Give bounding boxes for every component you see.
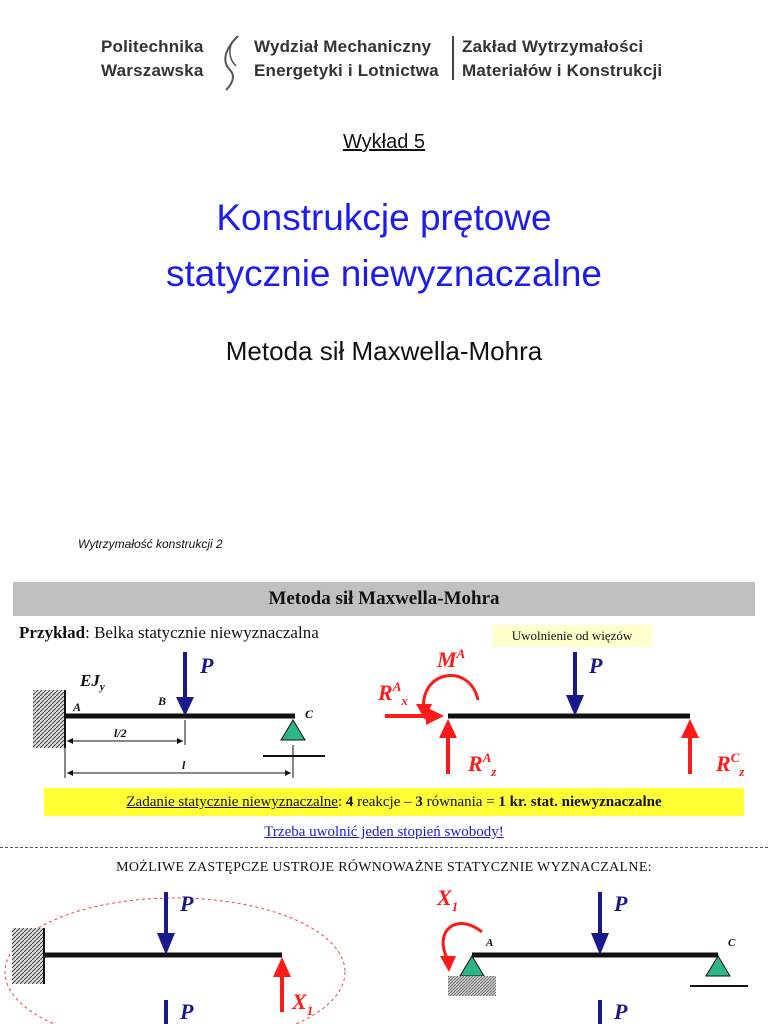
task-statement: Zadanie statycznie niewyznaczalne: 4 reakcje – 3 równania = 1 kr. stat. niewyznaczalne [44, 788, 744, 816]
load-arrow [176, 697, 194, 716]
sys1b-load-label: P [180, 999, 194, 1024]
sys2-point-a: A [486, 937, 494, 949]
sys1-load-label: P [180, 891, 194, 916]
faculty-name [254, 35, 439, 83]
example-label: Przykład [19, 623, 86, 642]
slide-title: Metoda sił Maxwella-Mohra [268, 588, 500, 609]
lecture-title [0, 190, 768, 302]
slide-header-bar [13, 582, 755, 616]
institution-header [0, 32, 768, 92]
reaction-az-label: $R^A_z$ [468, 750, 497, 779]
span-label: l [182, 758, 186, 772]
freedom-note: Trzeba uwolnić jeden stopień swobody! [264, 824, 504, 840]
sys2b-load-label: P [614, 999, 628, 1024]
faculty-line-2: Energetyki i Lotnictwa [254, 61, 439, 80]
pin-support-c [281, 720, 305, 740]
task-text-mid2: równania = [422, 794, 499, 810]
faculty-line-1: Wydział Mechaniczny [254, 37, 432, 56]
example-text: : Belka statycznie niewyznaczalna [85, 623, 319, 642]
task-equations-count: 3 [415, 794, 423, 810]
original-beam-diagram [33, 652, 325, 778]
lecture-subtitle: Metoda sił Maxwella-Mohra [225, 336, 543, 366]
lecture-number: Wykład 5 [342, 131, 426, 153]
department-name [462, 35, 662, 83]
released-beam-diagram [377, 646, 745, 779]
task-underlined: Zadanie statycznie niewyznaczalne [126, 794, 338, 810]
header-divider [452, 36, 454, 80]
release-note: Uwolnienie od więzów [492, 625, 652, 647]
moment-label: $M^A$ [437, 646, 466, 672]
equivalent-systems-heading: MOŻLIWE ZASTĘPCZE USTROJE RÓWNOWAŻNE STATYCZNIE WYZNACZALNE: [116, 860, 652, 875]
department-line-1: Zakład Wytrzymałości [462, 37, 644, 56]
sys1-x1-label: $X_1$ [292, 989, 314, 1018]
stiffness-label: $EJ_y$ [80, 671, 105, 693]
course-footer: Wytrzymałość konstrukcji 2 [78, 537, 223, 551]
half-span-label: l/2 [114, 726, 127, 740]
task-reactions-count: 4 [345, 794, 354, 810]
section-divider [0, 847, 768, 848]
reaction-ax-label: $R^A_x$ [378, 679, 408, 708]
sys2-load-label: P [614, 891, 628, 916]
sys2-point-c: C [728, 937, 736, 949]
university-line-2: Warszawska [101, 61, 204, 80]
point-c-label: C [305, 707, 314, 721]
moment-arrow [424, 676, 478, 712]
title-line-2: statycznie niewyznaczalne [166, 253, 602, 294]
point-b-label: B [158, 694, 167, 708]
reaction-cz-label: $R^C_z$ [716, 750, 745, 779]
load-label: P [200, 653, 214, 678]
university-line-1: Politechnika [101, 37, 204, 56]
sys2-x1-label: $X_1$ [437, 885, 459, 914]
university-name [101, 35, 204, 83]
point-a-label: A [73, 700, 82, 714]
equivalent-system-1 [5, 891, 345, 1024]
university-logo-icon [218, 32, 246, 92]
task-text-mid: reakcje – [353, 794, 416, 810]
department-line-2: Materiałów i Konstrukcji [462, 61, 663, 80]
fixed-support-wall [33, 690, 65, 748]
released-load-label: P [589, 653, 603, 678]
title-line-1: Konstrukcje prętowe [216, 197, 552, 238]
equivalent-system-2 [436, 885, 748, 1024]
task-result: 1 kr. stat. niewyznaczalne [498, 794, 662, 810]
